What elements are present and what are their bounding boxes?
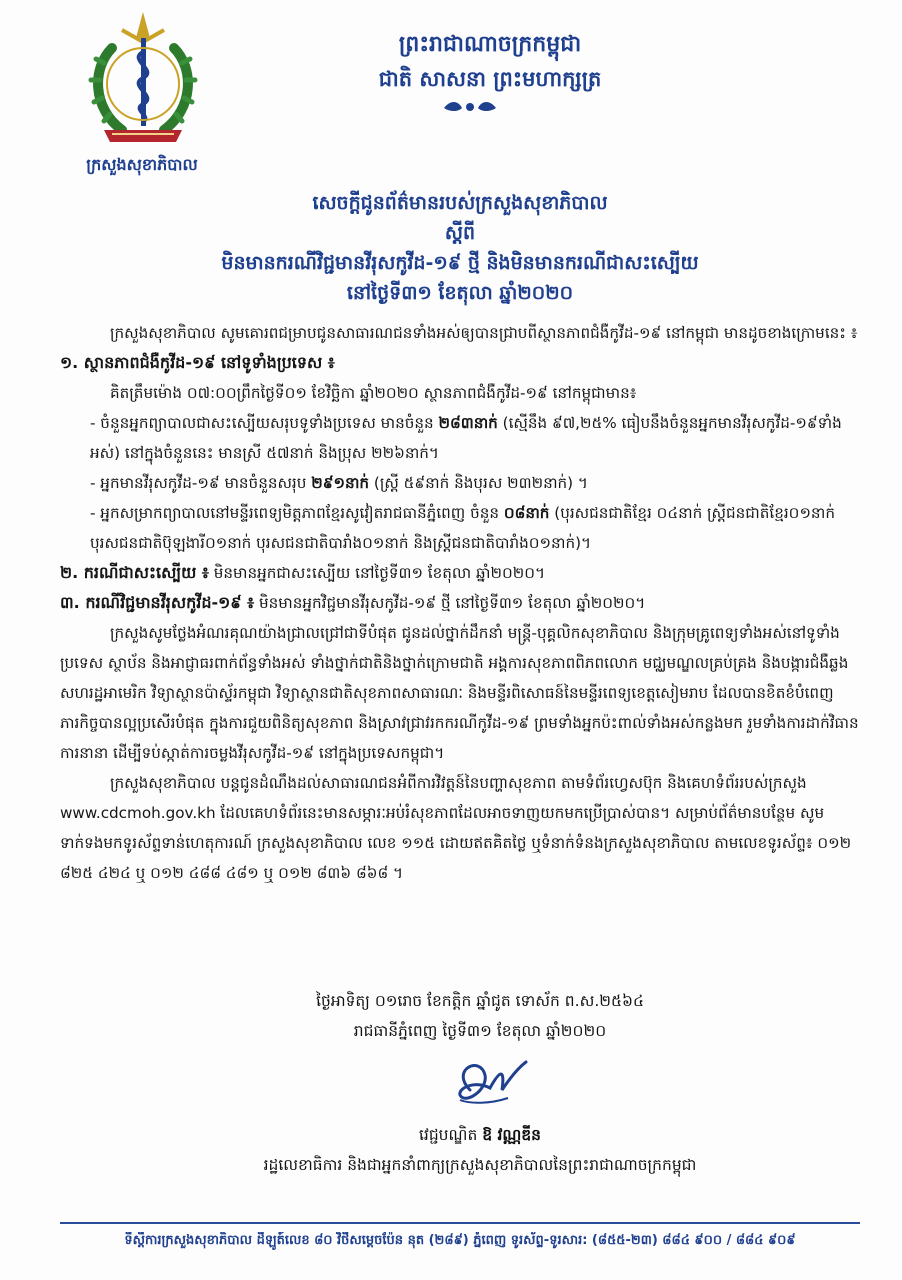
- title-line-4: នៅថ្ងៃទី៣១ ខែតុលា ឆ្នាំ២០២០: [346, 282, 574, 304]
- bullet-total-text-b: (ស្ត្រី ៥៩នាក់ និងបុរស ២៣២នាក់) ។: [373, 474, 588, 492]
- bullet-hospitalized: [60, 498, 860, 558]
- bullet-hospitalized-text-a: - អ្នកសម្រាកព្យាបាលនៅមន្ទីរពេទ្យមិត្តភាពខ្មែរសូវៀតរាជធានីភ្នំពេញ ចំនួន: [90, 504, 499, 522]
- bullet-recovered-text-b: (ស្មើនឹង ៩៧,២៥% ធៀបនឹងចំនួនអ្នកមានវីរុសកូវីដ-១៩ទាំងអស់) នៅក្នុងចំនួននេះ មានស្រី ៥៧នាក់ និងប្រុស ២២៦នាក់។: [90, 414, 842, 462]
- kingdom-line-1: ព្រះរាជាណាចក្រកម្ពុជា: [398, 32, 582, 57]
- bullet-recovered-count: ២៨៣នាក់: [438, 414, 498, 432]
- section-2: [60, 558, 860, 588]
- section-2-text: មិនមានអ្នកជាសះស្បើយ នៅថ្ងៃទី៣១ ខែតុលា ឆ្នាំ២០២០។: [213, 564, 545, 582]
- signer-block: [200, 1120, 760, 1180]
- lunar-date: ថ្ងៃអាទិត្យ ០១រោច ខែកត្តិក ឆ្នាំជូត ទោស័ក ព.ស.២៥៦៤: [316, 992, 644, 1010]
- bullet-recovered: [60, 408, 860, 468]
- section-1-lead: គិតត្រឹមម៉ោង ០៧:០០ព្រឹកថ្ងៃទី០១ ខែវិច្ឆិកា ឆ្នាំ២០២០ ស្ថានភាពជំងឺកូវីដ-១៩ នៅកម្ពុជាមាន៖: [110, 384, 637, 402]
- signature-icon: [430, 1050, 540, 1120]
- announcement-body: [60, 318, 860, 888]
- title-line-3: មិនមានករណីវិជ្ជមានវីរុសកូវីដ-១៩ ថ្មី និងមិនមានករណីជាសះស្បើយ: [221, 252, 699, 274]
- signer-prefix: វេជ្ជបណ្ឌិត: [419, 1126, 478, 1144]
- title-line-1: សេចក្តីជូនព័ត៌មានរបស់ក្រសួងសុខាភិបាល: [312, 192, 608, 214]
- title-line-2: ស្តីពី: [444, 222, 476, 244]
- announcement-title: [120, 188, 800, 308]
- bullet-total-text-a: - អ្នកមានវីរុសកូវីដ-១៩ មានចំនួនសរុប: [90, 474, 307, 492]
- info-paragraph: [60, 768, 860, 888]
- bullet-hospitalized-count: ០៨នាក់: [503, 504, 550, 522]
- section-3-text: មិនមានអ្នកវិជ្ជមានវីរុសកូវីដ-១៩ ថ្មី នៅថ្ងៃទី៣១ ខែតុលា ឆ្នាំ២០២០។: [259, 594, 646, 612]
- intro-paragraph: ក្រសួងសុខាភិបាល សូមគោរពជម្រាបជូនសាធារណជនទាំងអស់ឲ្យបានជ្រាបពីស្ថានភាពជំងឺកូវីដ-១៩ នៅកម្ពុជា មានដូចខាងក្រោមនេះ ៖: [110, 324, 858, 342]
- ministry-emblem-icon: [82, 8, 204, 158]
- bullet-hospitalized-text-b: (បុរសជនជាតិខ្មែរ ០៤នាក់ ស្ត្រីជនជាតិខ្មែរ០១នាក់ បុរសជនជាតិប៊ុឡងារី០១នាក់ បុរសជនជាតិបារាំង០១នាក់ និងស្ត្រីជនជាតិបារាំង០១នាក់)។: [90, 504, 836, 552]
- signer-title: រដ្ឋលេខាធិការ និងជាអ្នកនាំពាក្យក្រសួងសុខាភិបាលនៃព្រះរាជាណាចក្រកម្ពុជា: [263, 1156, 697, 1174]
- section-1-heading: ១. ស្ថានភាពជំងឺកូវីដ-១៩ នៅទូទាំងប្រទេស ៖: [60, 353, 335, 372]
- section-3-heading: ៣. ករណីវិជ្ជមានវីរុសកូវីដ-១៩ ៖: [60, 593, 255, 612]
- footer-divider: [60, 1222, 860, 1224]
- ministry-label: ក្រសួងសុខាភិបាល: [86, 155, 198, 174]
- bullet-total-count: ២៩១នាក់: [311, 474, 370, 492]
- website-link[interactable]: www.cdcmoh.gov.kh: [60, 804, 216, 822]
- section-2-heading: ២. ករណីជាសះស្បើយ ៖: [60, 563, 209, 582]
- date-block: [260, 986, 700, 1046]
- ornament-divider-icon: [440, 98, 500, 116]
- bullet-total-cases: [60, 468, 860, 498]
- signer-line: [200, 1120, 760, 1150]
- thanks-paragraph: ក្រសួងសូមថ្លែងអំណរគុណយ៉ាងជ្រាលជ្រៅជាទីបំផុត ជូនដល់ថ្នាក់ដឹកនាំ មន្ត្រី-បុគ្គលិកសុខាភិបាល និងក្រុមគ្រូពេទ្យទាំងអស់នៅទូទាំងប្រទេស ស្ថាប័ន និងអាជ្ញាធរពាក់ព័ន្ធទាំងអស់ ទាំងថ្នាក់ជាតិនិងថ្នាក់ក្រោមជាតិ អង្គការសុខភាពពិភពលោក មជ្ឈមណ្ឌលគ្រប់គ្រង និងបង្ការជំងឺឆ្លងសហរដ្ឋអាមេរិក វិទ្យាស្ថានប៉ាស្ទ័រកម្ពុជា វិទ្យាស្ថានជាតិសុខភាពសាធារណៈ និងមន្ទីរពិសោធន៍នៃមន្ទីរពេទ្យខេត្តសៀមរាប ដែលបានខិតខំបំពេញភារកិច្ចបានល្អប្រសើរបំផុត ក្នុងការជួយពិនិត្យសុខភាព និងស្រាវជ្រាវរកករណីកូវីដ-១៩ ព្រមទាំងអ្នកប៉ះពាល់ទាំងអស់កន្លងមក រួមទាំងការដាក់វិធានការនានា ដើម្បីទប់ស្កាត់ការចម្លងវីរុសកូវីដ-១៩ នៅក្នុងប្រទេសកម្ពុជា។: [60, 624, 859, 762]
- kingdom-heading: [300, 28, 680, 96]
- section-3: [60, 588, 860, 618]
- place-date: រាជធានីភ្នំពេញ ថ្ងៃទី៣១ ខែតុលា ឆ្នាំ២០២០: [353, 1022, 607, 1040]
- signer-name: ឱ វណ្ណឌីន: [482, 1126, 541, 1144]
- info-text-a: ក្រសួងសុខាភិបាល បន្តជូនដំណឹងដល់សាធារណជនអំពីការវិវត្តន៍នៃបញ្ហាសុខភាព តាមទំព័រហ្វេសប៊ុក និងគេហទំព័ររបស់ក្រសួង: [110, 774, 807, 792]
- footer-address: ទីស្តីការក្រសួងសុខាភិបាល ដីឡូត៍លេខ ៨០ វិថីសម្តេចប៉ែន នុត (២៨៩) ភ្នំពេញ ទូរស័ព្ទ-ទូរសារ: (៨៥៥-២៣) ៨៨៤ ៩០០ / ៨៨៤ ៩០៩: [124, 1233, 796, 1248]
- info-text-b: ដែលគេហទំព័រនេះមានសម្ភារៈអប់រំសុខភាពដែលអាចទាញយកមកប្រើប្រាស់បាន។ សម្រាប់ព័ត៌មានបន្ថែម សូមទាក់ទងមកទូរស័ព្ទទាន់ហេតុការណ៍ ក្រសួងសុខាភិបាល លេខ ១១៥ ដោយឥតគិតថ្លៃ ឬទំនាក់ទំនងក្រសួងសុខាភិបាល តាមលេខទូរស័ព្ទ៖ ០១២ ៨២៥ ៤២៤ ឬ ០១២ ៤៨៨ ៤៨១ ឬ ០១២ ៨៣៦ ៨៦៨ ។: [60, 804, 852, 882]
- kingdom-line-2: ជាតិ សាសនា ព្រះមហាក្សត្រ: [378, 67, 602, 91]
- bullet-recovered-text-a: - ចំនួនអ្នកព្យាបាលជាសះស្បើយសរុបទូទាំងប្រទេស មានចំនួន: [90, 414, 434, 432]
